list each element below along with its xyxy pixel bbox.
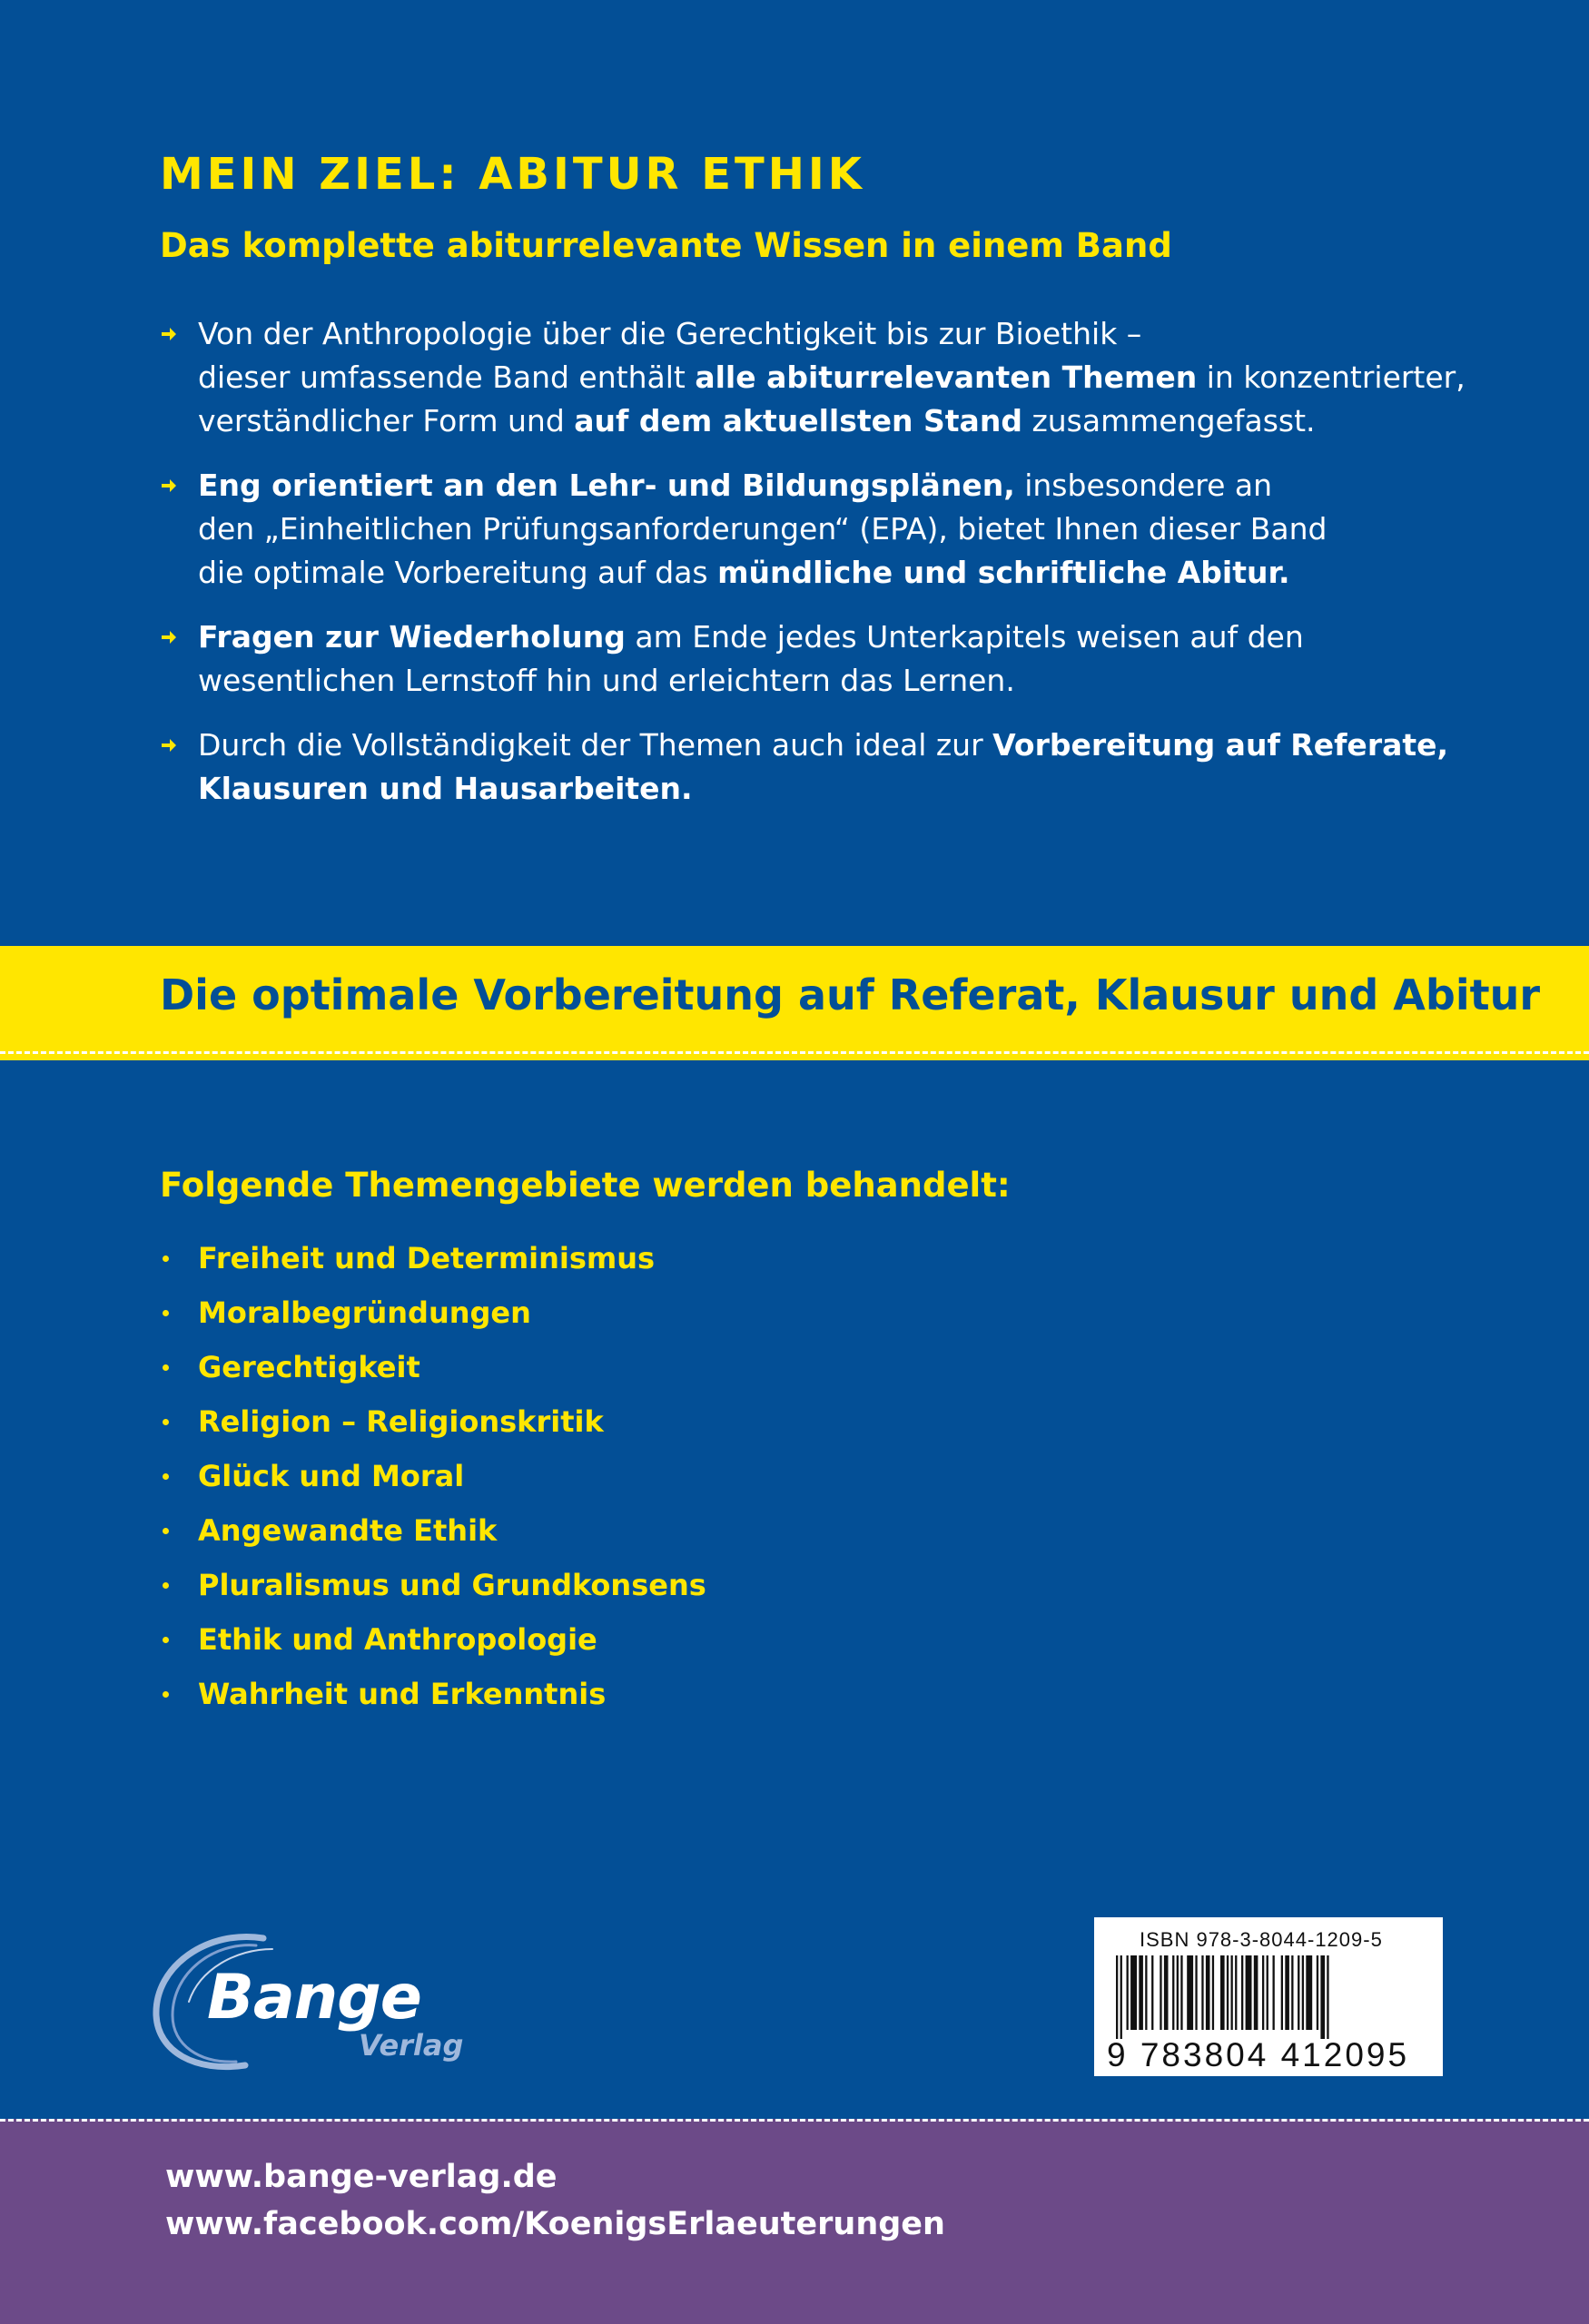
list-item: [160, 1285, 1431, 1340]
dashed-divider: [0, 1051, 1589, 1054]
barcode-bar: [1212, 1955, 1214, 2030]
topic-label: Glück und Moral: [198, 1459, 465, 1493]
barcode-bar: [1127, 1955, 1129, 2030]
list-item: [160, 1340, 1431, 1394]
barcode-bar: [1206, 1955, 1210, 2030]
barcode-bar: [1201, 1955, 1203, 2030]
bullet-icon: [163, 1473, 169, 1480]
logo-subtext: Verlag: [359, 2028, 464, 2063]
feature-text: Durch die Vollständigkeit der Themen auch ideal zur: [198, 727, 993, 763]
barcode-bar: [1285, 1955, 1289, 2030]
barcode-bar: [1227, 1955, 1229, 2030]
barcode-bar: [1145, 1955, 1147, 2030]
feature-text: wesentlichen Lernstoff hin und erleichtern das Lernen.: [198, 663, 1015, 698]
bullet-icon: [163, 1256, 169, 1262]
feature-item: [160, 724, 1467, 811]
page-title: MEIN ZIEL: ABITUR ETHIK: [160, 149, 865, 200]
feature-text: insbesondere an: [1014, 468, 1273, 503]
barcode-bar: [1151, 1955, 1153, 2030]
list-item: [160, 1231, 1431, 1285]
topics-list: [160, 1231, 1431, 1721]
list-item: [160, 1612, 1431, 1667]
barcode-bar: [1246, 1955, 1252, 2030]
barcode-bar: [1160, 1955, 1161, 2030]
barcode-bar: [1291, 1955, 1293, 2030]
bullet-icon: [163, 1364, 169, 1371]
barcode-bar: [1273, 1955, 1275, 2030]
topic-label: Wahrheit und Erkenntnis: [198, 1677, 607, 1711]
barcode-bar: [1172, 1955, 1174, 2030]
isbn-label: ISBN 978-3-8044-1209-5: [1140, 1928, 1383, 1951]
barcode-bar: [1267, 1955, 1268, 2030]
feature-highlight: auf dem aktuellsten Stand: [574, 403, 1022, 438]
barcode: [1094, 1917, 1443, 2076]
website-link[interactable]: www.bange-verlag.de: [165, 2159, 558, 2195]
feature-highlight: Vorbereitung auf Referate,: [992, 727, 1449, 763]
topics-section: [160, 1160, 1431, 1721]
barcode-bar: [1164, 1955, 1169, 2030]
feature-text: verständlicher Form und: [198, 403, 575, 438]
arrow-right-icon: [160, 325, 178, 343]
footer-links: [165, 2153, 945, 2248]
barcode-bar: [1254, 1955, 1258, 2030]
arrow-right-icon: [160, 477, 178, 495]
facebook-link[interactable]: www.facebook.com/KoenigsErlaeuterungen: [165, 2206, 945, 2242]
ean-number: 9 783804 412095: [1107, 2036, 1410, 2073]
topic-label: Moralbegründungen: [198, 1295, 531, 1330]
barcode-bar: [1220, 1955, 1225, 2030]
feature-highlight: Klausuren und Hausarbeiten.: [198, 771, 693, 806]
feature-text: den „Einheitlichen Prüfungsanforderungen“ (EPA), bietet Ihnen dieser Band: [198, 511, 1327, 547]
barcode-bar: [1262, 1955, 1264, 2030]
publisher-logo: [145, 1929, 472, 2074]
barcode-bar: [1317, 1955, 1318, 2030]
list-item: [160, 1394, 1431, 1449]
page-subtitle: Das komplette abiturrelevante Wissen in einem Band: [160, 226, 1172, 265]
bullet-icon: [163, 1310, 169, 1316]
topic-label: Ethik und Anthropologie: [198, 1622, 597, 1657]
barcode-bar: [1177, 1955, 1179, 2030]
feature-text: die optimale Vorbereitung auf das: [198, 555, 718, 590]
barcode-bar: [1241, 1955, 1243, 2030]
barcode-bar: [1139, 1955, 1143, 2030]
topic-label: Pluralismus und Grundkonsens: [198, 1568, 706, 1602]
list-item: [160, 1667, 1431, 1721]
bullet-icon: [163, 1637, 169, 1643]
topic-label: Freiheit und Determinismus: [198, 1241, 656, 1275]
topic-label: Religion – Religionskritik: [198, 1404, 604, 1439]
barcode-bars: [1116, 1955, 1425, 2039]
barcode-bar: [1306, 1955, 1312, 2030]
dashed-divider: [0, 2119, 1589, 2122]
bullet-icon: [163, 1691, 169, 1698]
feature-text: dieser umfassende Band enthält: [198, 359, 696, 395]
feature-item: [160, 464, 1467, 595]
barcode-bar: [1302, 1955, 1304, 2030]
feature-text: in konzentrierter,: [1197, 359, 1466, 395]
list-item: [160, 1503, 1431, 1558]
topic-label: Angewandte Ethik: [198, 1513, 498, 1548]
barcode-bar: [1281, 1955, 1283, 2030]
barcode-bar: [1195, 1955, 1197, 2030]
arrow-right-icon: [160, 736, 178, 754]
barcode-bar: [1231, 1955, 1233, 2030]
feature-highlight: alle abiturrelevanten Themen: [695, 359, 1198, 395]
topics-heading: Folgende Themengebiete werden behandelt:: [160, 1166, 1011, 1205]
intro-section: [160, 145, 1467, 832]
feature-list: [160, 312, 1467, 811]
barcode-bar: [1120, 1955, 1122, 2039]
arrow-right-icon: [160, 628, 178, 646]
bullet-icon: [163, 1582, 169, 1589]
list-item: [160, 1558, 1431, 1612]
list-item: [160, 1449, 1431, 1503]
barcode-bar: [1235, 1955, 1237, 2030]
bullet-icon: [163, 1528, 169, 1534]
barcode-bar: [1187, 1955, 1193, 2030]
topic-label: Gerechtigkeit: [198, 1350, 420, 1384]
logo-wordmark: Bange: [207, 1962, 421, 2034]
tagline: Die optimale Vorbereitung auf Referat, Klausur und Abitur: [160, 970, 1541, 1019]
barcode-bar: [1180, 1955, 1182, 2030]
footer: [0, 2119, 1589, 2324]
barcode-bar: [1130, 1955, 1137, 2030]
tagline-band: [0, 946, 1589, 1060]
barcode-bar: [1320, 1955, 1325, 2039]
bullet-icon: [163, 1419, 169, 1425]
feature-text: Von der Anthropologie über die Gerechtigkeit bis zur Bioethik –: [198, 316, 1142, 351]
barcode-bar: [1298, 1955, 1299, 2030]
feature-highlight: Eng orientiert an den Lehr- und Bildungsplänen,: [198, 468, 1015, 503]
feature-text: am Ende jedes Unterkapitels weisen auf den: [625, 619, 1304, 655]
feature-highlight: mündliche und schriftliche Abitur.: [717, 555, 1290, 590]
barcode-bar: [1116, 1955, 1118, 2039]
feature-text: zusammengefasst.: [1022, 403, 1316, 438]
feature-highlight: Fragen zur Wiederholung: [198, 619, 626, 655]
feature-item: [160, 615, 1467, 703]
barcode-bar: [1327, 1955, 1328, 2039]
feature-item: [160, 312, 1467, 443]
